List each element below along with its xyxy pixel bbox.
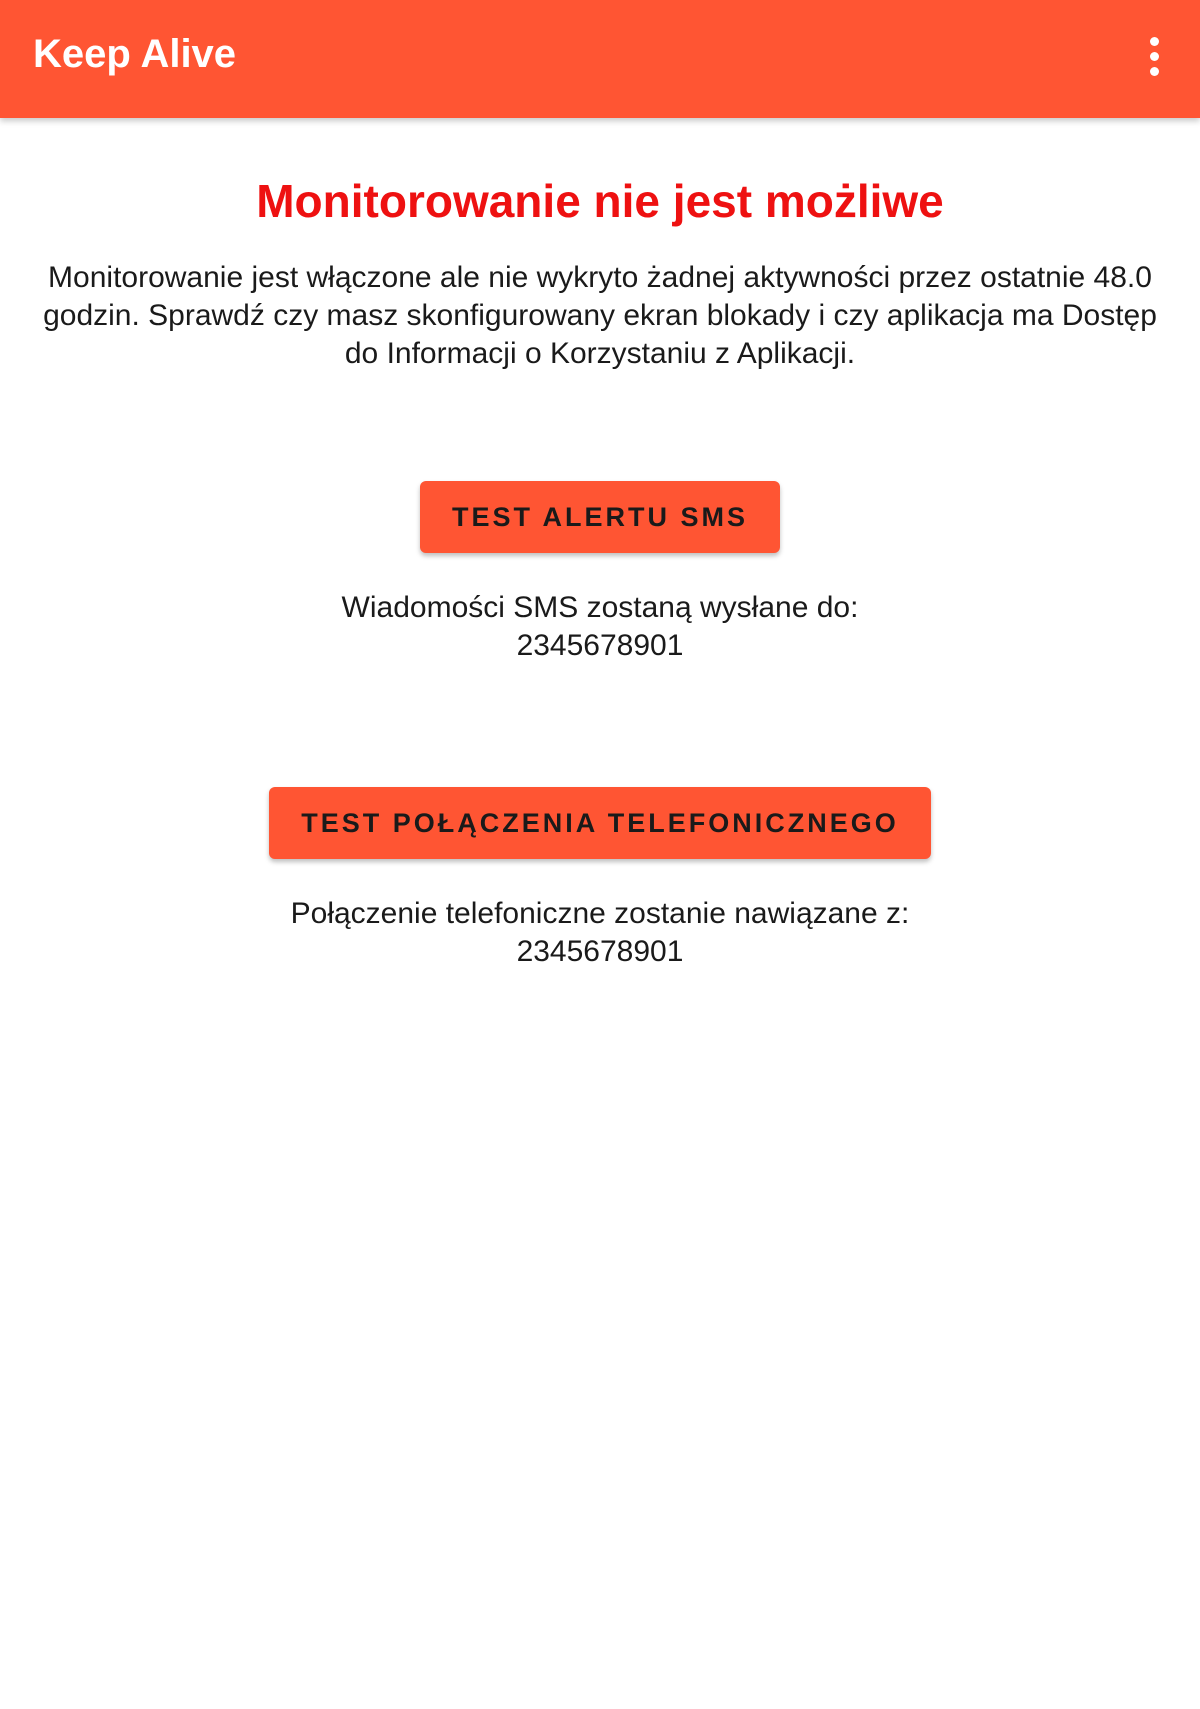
status-description: Monitorowanie jest włączone ale nie wykryto żadnej aktywności przez ostatnie 48.0 godzin. Sprawdź czy masz skonfigurowany ekran blokady i czy aplikacja ma Dostęp do Informacji o Korzystaniu z Aplikacji. bbox=[43, 261, 1157, 371]
main-content bbox=[0, 118, 1200, 971]
menu-dot bbox=[1150, 37, 1159, 46]
sms-info-label: Wiadomości SMS zostaną wysłane do: bbox=[341, 591, 859, 625]
more-vert-icon[interactable] bbox=[1130, 30, 1178, 82]
app-title: Keep Alive bbox=[33, 32, 237, 76]
call-number: 2345678901 bbox=[516, 935, 684, 969]
menu-dot bbox=[1150, 52, 1159, 61]
test-sms-button[interactable]: TEST ALERTU SMS bbox=[420, 481, 780, 553]
test-call-button[interactable]: TEST POŁĄCZENIA TELEFONICZNEGO bbox=[269, 787, 931, 859]
sms-number: 2345678901 bbox=[516, 629, 684, 663]
call-section bbox=[0, 787, 1200, 971]
sms-section bbox=[0, 481, 1200, 665]
status-title: Monitorowanie nie jest możliwe bbox=[256, 175, 944, 227]
call-info bbox=[0, 895, 1200, 971]
call-info-label: Połączenie telefoniczne zostanie nawiązane z: bbox=[290, 897, 910, 931]
app-bar bbox=[0, 0, 1200, 118]
sms-info bbox=[0, 589, 1200, 665]
menu-dot bbox=[1150, 67, 1159, 76]
